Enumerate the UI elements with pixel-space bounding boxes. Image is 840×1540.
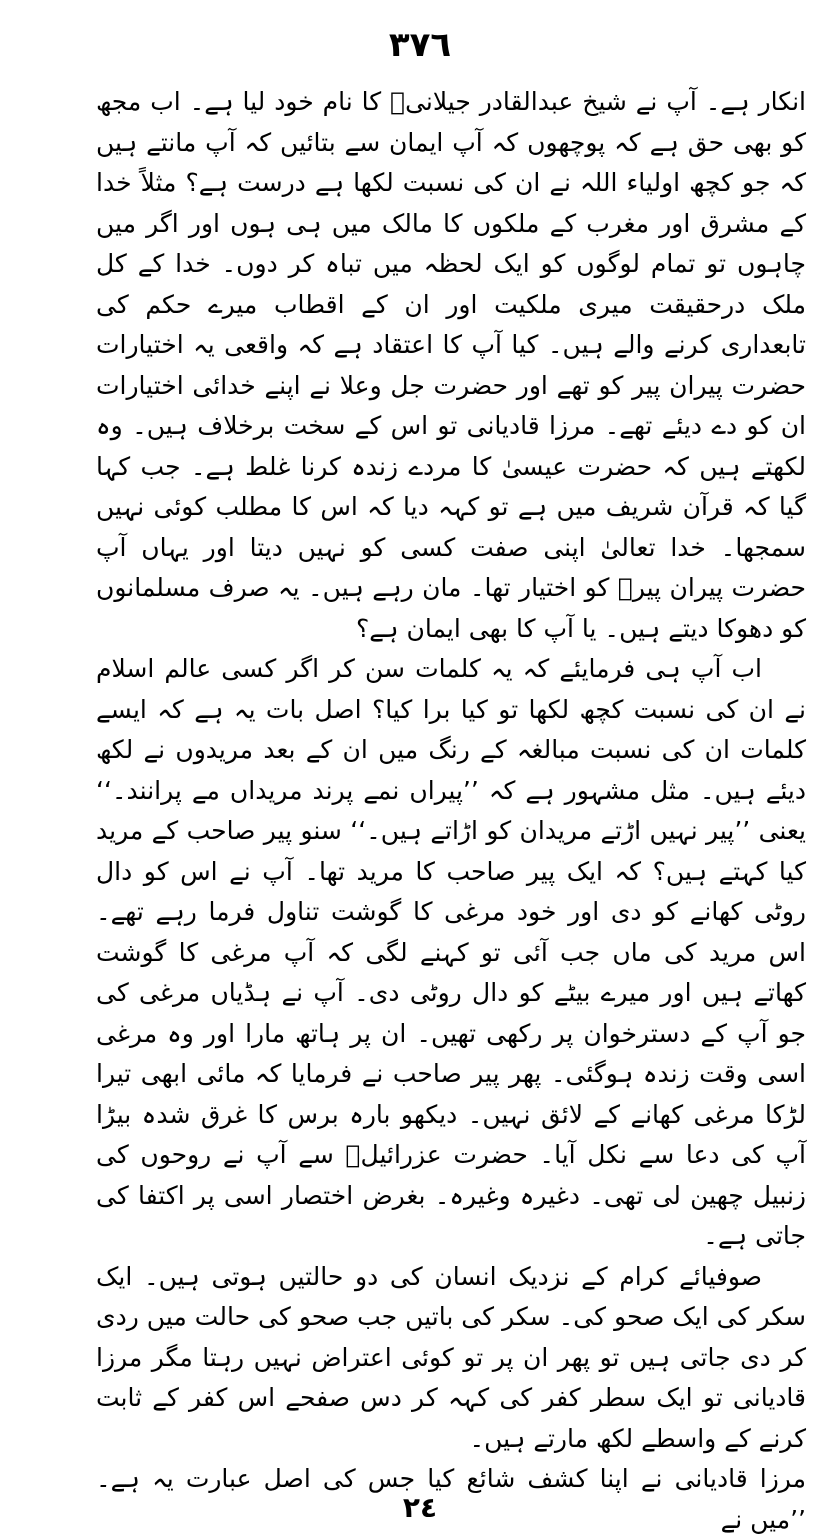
page-body-text bbox=[96, 82, 806, 1540]
page-number-footer: ٢٤ bbox=[402, 1491, 438, 1524]
paragraph-2: اب آپ ہی فرمایئے کہ یہ کلمات سن کر اگر کسی عالم اسلام نے ان کی نسبت کچھ لکھا تو کیا برا کیا؟ اصل بات یہ ہے کہ ایسے کلمات ان کی نسبت مبالغہ کے رنگ میں ان کے بعد مریدوں نے لکھ دیئے ہیں۔ مثل مشہور ہے کہ ’’پیراں نمے پرند مریداں مے پرانند۔‘‘ یعنی ’’پیر نہیں اڑتے مریدان کو اڑاتے ہیں۔‘‘ سنو پیر صاحب کے مرید کیا کہتے ہیں؟ کہ ایک پیر صاحب کا مرید تھا۔ آپ نے اس کو دال روٹی کھانے کو دی اور خود مرغی کا گوشت تناول فرما رہے تھے۔ اس مرید کی ماں جب آئی تو کہنے لگی کہ آپ مرغی کا گوشت کھاتے ہیں اور میرے بیٹے کو دال روٹی دی۔ آپ نے ہڈیاں مرغی کی جو آپ کے دسترخوان پر رکھی تھیں۔ ان پر ہاتھ مارا اور وہ مرغی اسی وقت زندہ ہوگئی۔ پھر پیر صاحب نے فرمایا کہ مائی ابھی تیرا لڑکا مرغی کھانے کے لائق نہیں۔ دیکھو بارہ برس کا غرق شدہ بیڑا آپ کی دعا سے نکل آیا۔ حضرت عزرائیلؑ سے آپ نے روحوں کی زنبیل چھین لی تھی۔ دغیرہ وغیرہ۔ بغرض اختصار اسی پر اکتفا کی جاتی ہے۔ bbox=[96, 654, 806, 1250]
page-number-header: ٣٧٦ bbox=[388, 25, 452, 65]
paragraph-1: انکار ہے۔ آپ نے شیخ عبدالقادر جیلانیؒ کا نام خود لیا ہے۔ اب مجھ کو بھی حق ہے کہ پوچھوں کہ آپ ایمان سے بتائیں کہ آپ مانتے ہیں کہ جو کچھ اولیاء اللہ نے ان کی نسبت لکھا ہے درست ہے؟ مثلاً خدا کے مشرق اور مغرب کے ملکوں کا مالک میں ہی ہوں اور اگر میں چاہوں تو تمام لوگوں کو ایک لحظہ میں تباہ کر دوں۔ خدا کے کل ملک درحقیقت میری ملکیت اور ان کے اقطاب میرے حکم کی تابعداری کرنے والے ہیں۔ کیا آپ کا اعتقاد ہے کہ واقعی یہ اختیارات حضرت پیران پیر کو تھے اور حضرت جل وعلا نے اپنے خدائی اختیارات ان کو دے دیئے تھے۔ مرزا قادیانی تو اس کے سخت برخلاف ہیں۔ وہ لکھتے ہیں کہ حضرت عیسیٰ کا مردے زندہ کرنا غلط ہے۔ جب کہا گیا کہ قرآن شریف میں ہے تو کہہ دیا کہ اس کا مطلب کوئی نہیں سمجھا۔ خدا تعالیٰ اپنی صفت کسی کو نہیں دیتا اور یہاں آپ حضرت پیران پیرؒ کو اختیار تھا۔ مان رہے ہیں۔ یہ صرف مسلمانوں کو دھوکا دیتے ہیں۔ یا آپ کا بھی ایمان ہے؟ bbox=[96, 87, 806, 643]
paragraph-4: مرزا قادیانی نے اپنا کشف شائع کیا جس کی اصل عبارت یہ ہے۔ ’’میں نے bbox=[96, 1464, 806, 1534]
paragraph-3: صوفیائے کرام کے نزدیک انسان کی دو حالتیں ہوتی ہیں۔ ایک سکر کی ایک صحو کی۔ سکر کی باتیں جب صحو کی حالت میں ردی کر دی جاتی ہیں تو پھر ان پر تو کوئی اعتراض نہیں رہتا مگر مرزا قادیانی تو ایک سطر کفر کی کہہ کر دس صفحے اس کفر کے ثابت کرنے کے واسطے لکھ مارتے ہیں۔ bbox=[96, 1261, 806, 1453]
